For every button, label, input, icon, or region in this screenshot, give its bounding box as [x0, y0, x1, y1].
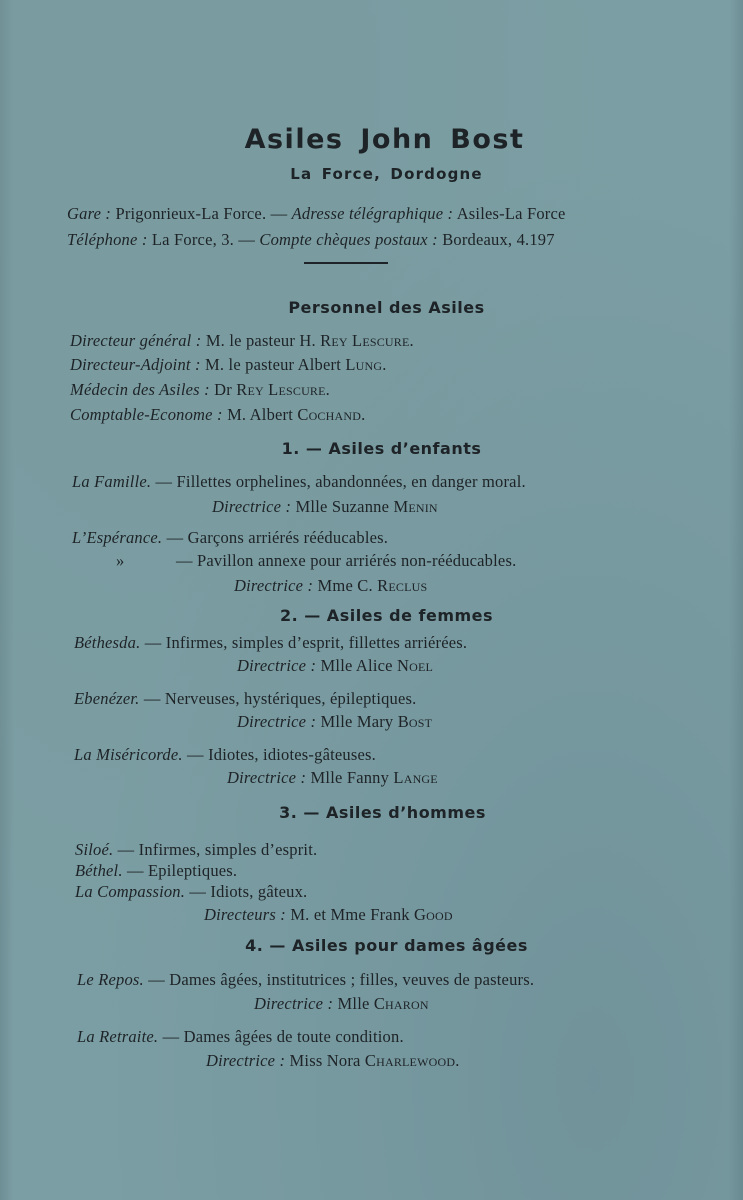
document-subtitle: La Force, Dordogne	[290, 165, 483, 183]
director-label: Directrice :	[227, 768, 307, 787]
director-label: Directrice :	[206, 1051, 286, 1070]
personnel-prefix: M. le pasteur H.	[205, 331, 316, 350]
personnel-row	[70, 331, 414, 351]
asylum-name: Ebenézer.	[74, 689, 140, 708]
ditto-mark: »	[116, 551, 125, 570]
info-line-phone	[67, 230, 555, 250]
director-label: Directrice :	[237, 712, 317, 731]
asylum-entry	[74, 689, 416, 709]
director-name: Charon	[373, 994, 429, 1013]
director-prefix: Mlle Suzanne	[295, 497, 390, 516]
personnel-prefix: Dr	[214, 380, 232, 399]
asylum-name: La Famille.	[72, 472, 152, 491]
asylum-director	[227, 768, 438, 788]
director-name: Lange	[393, 768, 438, 787]
director-label: Directrice :	[234, 576, 314, 595]
personnel-prefix: M. le pasteur Albert	[205, 355, 341, 374]
director-name: Reclus	[377, 576, 428, 595]
asylum-description: — Nerveuses, hystériques, épileptiques.	[143, 689, 417, 708]
section-heading: 3. — Asiles d’hommes	[279, 803, 486, 822]
asylum-director	[237, 712, 432, 732]
director-name: Menin	[393, 497, 438, 516]
asylum-description: — Idiotes, idiotes-gâteuses.	[187, 745, 376, 764]
label-telegraph: Adresse télégraphique :	[291, 204, 454, 223]
asylum-name: La Compassion.	[75, 882, 186, 901]
asylum-director	[234, 576, 427, 596]
asylum-director	[204, 905, 453, 925]
asylum-entry	[74, 745, 376, 765]
personnel-role: Comptable-Econome :	[70, 405, 223, 424]
asylum-description: — Infirmes, simples d’esprit, fillettes arriérées.	[144, 633, 468, 652]
asylum-director	[212, 497, 438, 517]
asylum-director	[206, 1051, 460, 1071]
director-prefix: Mlle Alice	[320, 656, 393, 675]
asylum-entry	[72, 528, 388, 548]
document-title: Asiles John Bost	[244, 124, 525, 155]
asylum-name: Le Repos.	[77, 970, 144, 989]
director-prefix: Miss Nora	[289, 1051, 361, 1070]
director-prefix: M. et Mme Frank	[290, 905, 410, 924]
personnel-prefix: M. Albert	[227, 405, 294, 424]
asylum-name: L’Espérance.	[72, 528, 163, 547]
asylum-description: — Fillettes orphelines, abandonnées, en danger moral.	[155, 472, 526, 491]
personnel-row	[70, 405, 365, 425]
asylum-name: La Miséricorde.	[74, 745, 183, 764]
asylum-description: — Idiots, gâteux.	[189, 882, 308, 901]
asylum-name: Béthesda.	[74, 633, 141, 652]
personnel-name: Rey Lescure.	[320, 331, 414, 350]
personnel-row	[70, 355, 387, 375]
director-prefix: Mlle	[337, 994, 370, 1013]
label-gare: Gare :	[67, 204, 112, 223]
asylum-description: — Dames âgées, institutrices ; filles, veuves de pasteurs.	[148, 970, 535, 989]
director-prefix: Mlle Mary	[320, 712, 394, 731]
asylum-description-2: — Pavillon annexe pour arriérés non-rééducables.	[176, 551, 517, 570]
asylum-entry	[74, 633, 467, 653]
asylum-entry	[77, 970, 534, 990]
director-name: Noel	[396, 656, 434, 675]
asylum-entry	[75, 861, 237, 881]
value-telephone: La Force, 3.	[151, 230, 235, 249]
personnel-name: Cochand.	[297, 405, 366, 424]
director-label: Directeurs :	[204, 905, 286, 924]
value-postal-account: Bordeaux, 4.197	[442, 230, 555, 249]
section-heading: 4. — Asiles pour dames âgées	[245, 936, 528, 955]
asylum-description: — Infirmes, simples d’esprit.	[117, 840, 318, 859]
asylum-entry	[75, 882, 307, 902]
asylum-name: Béthel.	[75, 861, 123, 880]
personnel-name: Lung.	[345, 355, 387, 374]
director-label: Directrice :	[237, 656, 317, 675]
asylum-entry	[77, 1027, 404, 1047]
separator: —	[238, 230, 256, 249]
asylum-entry	[75, 840, 317, 860]
personnel-role: Médecin des Asiles :	[70, 380, 210, 399]
director-name: Good	[414, 905, 453, 924]
asylum-director	[237, 656, 433, 676]
director-label: Directrice :	[212, 497, 292, 516]
label-postal-account: Compte chèques postaux :	[259, 230, 438, 249]
personnel-role: Directeur-Adjoint :	[70, 355, 201, 374]
asylum-name: La Retraite.	[77, 1027, 159, 1046]
asylum-description: — Epileptiques.	[127, 861, 238, 880]
value-gare: Prigonrieux-La Force.	[115, 204, 267, 223]
asylum-description: — Dames âgées de toute condition.	[162, 1027, 404, 1046]
director-prefix: Mme C.	[317, 576, 373, 595]
director-label: Directrice :	[254, 994, 334, 1013]
asylum-description: — Garçons arriérés rééducables.	[166, 528, 389, 547]
director-name: Bost	[397, 712, 433, 731]
personnel-name: Rey Lescure.	[236, 380, 330, 399]
asylum-name: Siloé.	[75, 840, 114, 859]
divider-rule	[304, 262, 388, 264]
personnel-row	[70, 380, 330, 400]
label-telephone: Téléphone :	[67, 230, 148, 249]
info-line-station	[67, 204, 566, 224]
director-prefix: Mlle Fanny	[310, 768, 390, 787]
value-telegraph: Asiles-La Force	[456, 204, 566, 223]
director-name: Charlewood.	[364, 1051, 460, 1070]
asylum-entry	[72, 472, 526, 492]
separator: —	[270, 204, 288, 223]
asylum-director	[254, 994, 429, 1014]
personnel-heading: Personnel des Asiles	[288, 298, 485, 317]
personnel-role: Directeur général :	[70, 331, 202, 350]
section-heading: 2. — Asiles de femmes	[279, 606, 494, 625]
section-heading: 1. — Asiles d’enfants	[281, 439, 482, 458]
